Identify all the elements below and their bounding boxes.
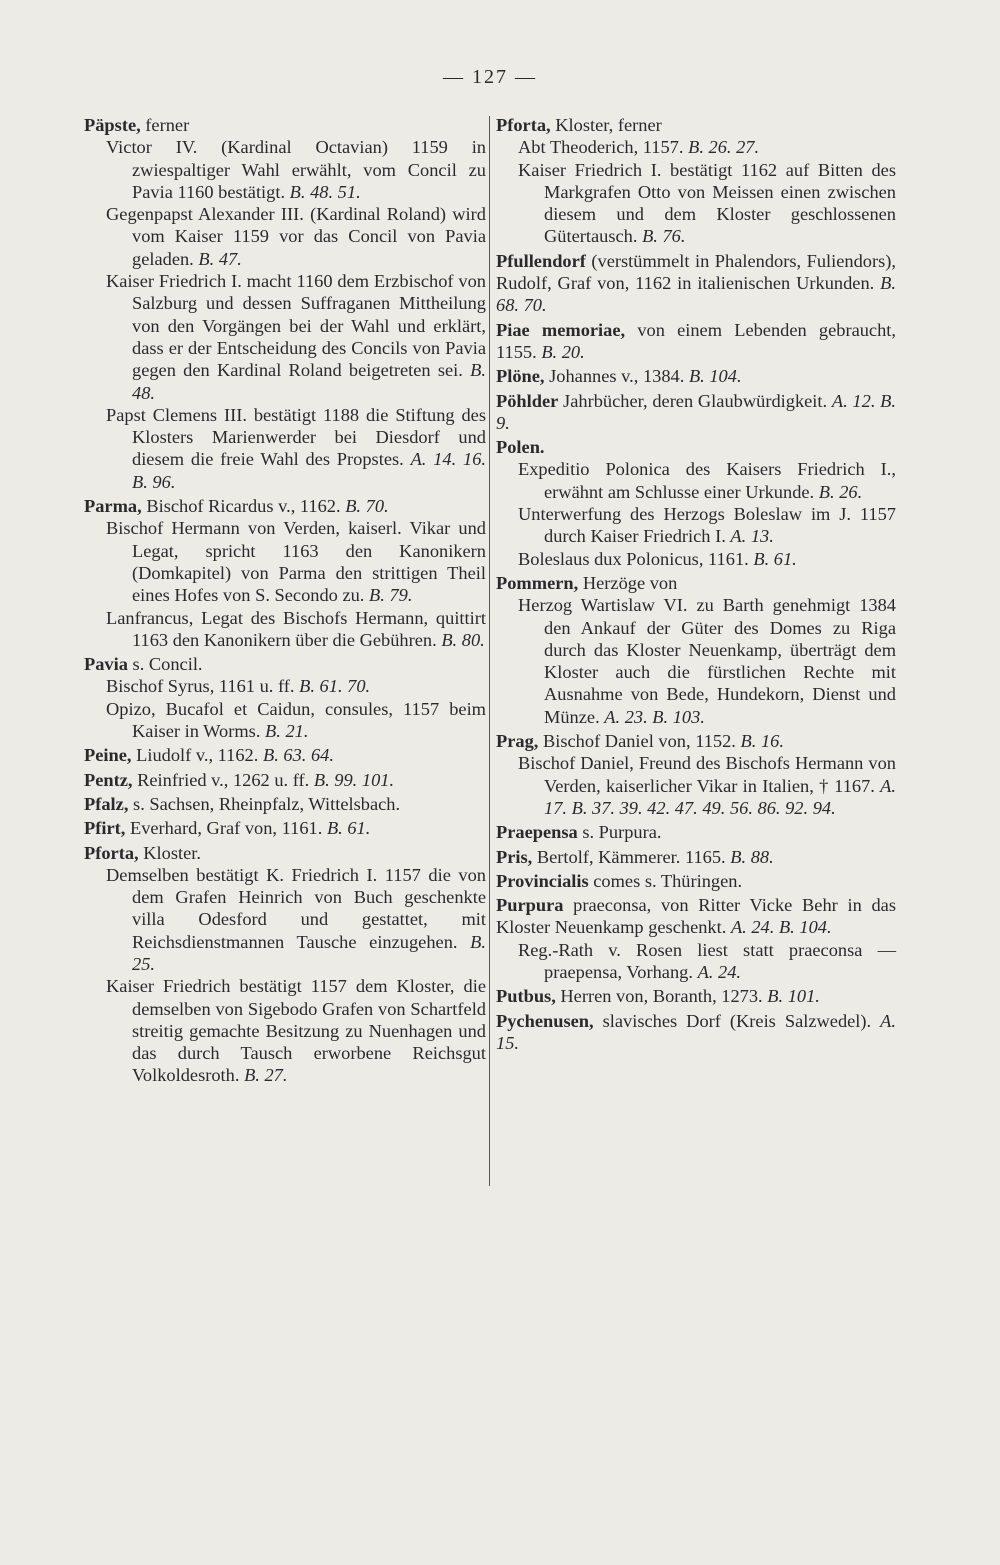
sub-entry [84,864,486,975]
entry-head [84,769,486,791]
index-entry [496,365,896,387]
entry-keyword: Putbus, [496,986,556,1007]
index-entry [84,114,486,493]
index-entry [84,653,486,742]
index-entry [496,821,896,843]
sub-entry [496,503,896,548]
sub-entry-text: Demselben bestätigt K. Friedrich I. 1157 die von dem Grafen Heinrich von Buch geschenkte villa Odesford und gestattet, mit Reichsdienstmannen Tausche einzugehen. [106,864,486,952]
entry-text: von einem Lebenden gebraucht, 1155. [496,319,897,362]
sub-entry-references: B. 61. 70. [299,676,371,697]
right-column [496,114,896,1056]
entry-head [496,894,896,939]
entry-references: B. 16. [740,731,784,752]
sub-entry [84,270,486,404]
entry-head [496,436,896,458]
sub-entry [84,698,486,743]
entry-text: ferner [140,115,190,135]
entry-references: A. 24. B. 104. [730,917,832,938]
entry-text: praeconsa, von Ritter Vicke Behr in das Kloster Neuenkamp geschenkt. [496,895,896,938]
entry-head [496,390,896,435]
entry-keyword: Peine, [84,745,132,766]
sub-entry-references: A. 17. B. 37. 39. 42. 47. 49. 56. 86. 92. 94. [544,775,896,818]
entry-keyword: Pöhlder [496,390,559,411]
sub-entry-references: A. 24. [697,961,741,982]
entry-text: Jahrbücher, deren Glaubwürdigkeit. [558,390,828,411]
sub-entry [84,136,486,203]
entry-references: B. 99. 101. [313,769,395,790]
entry-keyword: Pris, [496,846,533,867]
sub-entry-text: Bischof Hermann von Verden, kaiserl. Vikar und Legat, spricht 1163 den Kanonikern (Domkapitel) von Parma den strittigen Theil eines Hofes von S. Secondo zu. [106,518,486,606]
entry-keyword: Pavia [84,654,128,675]
entry-head [84,495,486,517]
entry-head [496,1010,896,1055]
entry-references: B. 70. [345,496,389,517]
entry-keyword: Pommern, [496,572,579,593]
sub-entry-references: B. 76. [642,226,686,247]
sub-entry [84,203,486,270]
left-column [84,114,486,1089]
index-entry [496,730,896,819]
entry-text: Bertolf, Kämmerer. 1165. [532,846,726,867]
sub-entry-references: B. 79. [369,585,413,606]
entry-keyword: Piae memoriae, [496,319,626,340]
sub-entry [496,594,896,728]
index-entry [84,817,486,839]
index-entry [84,842,486,1087]
sub-entry-text: Expeditio Polonica des Kaisers Friedrich I., erwähnt am Schlusse einer Urkunde. [518,459,896,502]
entry-keyword: Päpste, [84,115,141,135]
sub-entry [496,136,896,158]
sub-entry [84,607,486,652]
sub-entry-text: Boleslaus dux Polonicus, 1161. [518,548,749,569]
index-entry [496,846,896,868]
index-entry [496,894,896,983]
sub-entry-references: B. 48. 51. [289,181,361,202]
sub-entry-references: B. 80. [441,629,485,650]
entry-head [496,730,896,752]
entry-keyword: Pforta, [496,115,551,135]
index-entry [84,769,486,791]
entry-keyword: Polen. [496,437,545,458]
entry-keyword: Pentz, [84,769,133,790]
entry-text: s. Purpura. [577,822,662,843]
index-entry [496,319,896,364]
sub-entry-references: A. 13. [730,526,774,547]
entry-text: Liudolf v., 1162. [131,745,259,766]
entry-text: Kloster. [138,842,201,863]
sub-entry [84,517,486,606]
sub-entry-text: Opizo, Bucafol et Caidun, consules, 1157 beim Kaiser in Worms. [106,698,486,742]
sub-entry [496,548,896,570]
entry-text: Herzöge von [578,572,678,593]
sub-entry [84,975,486,1086]
entry-keyword: Provincialis [496,870,589,891]
entry-text: slavisches Dorf (Kreis Salzwedel). [593,1010,872,1031]
entry-references: B. 88. [730,846,774,867]
index-entry [496,572,896,728]
sub-entry-text: Papst Clemens III. bestätigt 1188 die Stiftung des Klosters Marienwerder bei Diesdorf und diesem die freie Wahl des Propstes. [106,404,486,470]
entry-head [496,365,896,387]
sub-entry-references: A. 23. B. 103. [604,706,705,727]
sub-entry-text: Kaiser Friedrich I. bestätigt 1162 auf Bitten des Markgrafen Otto von Meissen einen zwischen diesem und dem Kloster geschlossenen Gütertausch. [518,159,896,247]
entry-head [84,817,486,839]
entry-text: Johannes v., 1384. [544,366,685,387]
sub-entry [496,939,896,984]
sub-entry-references: B. 21. [265,721,309,742]
sub-entry-references: B. 47. [198,248,242,269]
index-entry [496,390,896,435]
entry-references: B. 63. 64. [262,745,334,766]
column-divider [489,116,490,1186]
entry-head [84,793,486,815]
sub-entry-references: B. 27. [244,1065,288,1086]
page-number: — 127 — [443,66,537,88]
index-entry [84,793,486,815]
entry-text: s. Sachsen, Rheinpfalz, Wittelsbach. [128,793,401,814]
sub-entry-references: B. 48. [132,360,486,403]
entry-references: B. 101. [767,986,820,1007]
entry-text: Reinfried v., 1262 u. ff. [132,769,310,790]
index-entry [84,495,486,651]
entry-text: Everhard, Graf von, 1161. [125,818,323,839]
entry-keyword: Pforta, [84,842,139,863]
sub-entry-text: Kaiser Friedrich bestätigt 1157 dem Kloster, die demselben von Sigebodo Grafen von Schartfeld streitig gemachte Besitzung zu Nuenhagen und das durch Tausch erworbene Reichsgut Volkoldesroth. [106,976,486,1086]
index-entry [496,985,896,1007]
index-entry [496,1010,896,1055]
sub-entry-references: A. 14. 16. B. 96. [132,449,486,492]
entry-keyword: Prag, [496,731,539,752]
sub-entry-references: B. 61. [753,548,797,569]
entry-head [84,653,486,675]
sub-entry-text: Victor IV. (Kardinal Octavian) 1159 in zwiespaltiger Wahl erwählt, vom Concil zu Pavia 1160 bestätigt. [106,137,486,202]
sub-entry [496,458,896,503]
entry-head [496,846,896,868]
entry-keyword: Pfullendorf [496,250,586,271]
entry-keyword: Plöne, [496,366,545,387]
sub-entry-references: B. 26. [818,481,863,502]
entry-keyword: Parma, [84,496,142,517]
entry-text: s. Concil. [127,654,203,675]
entry-text: Kloster, ferner [550,115,662,135]
sub-entry-text: Herzog Wartislaw VI. zu Barth genehmigt 1384 den Ankauf der Güter des Domes zu Riga durch das Kloster Neuenkamp, überträgt dem Kloster auch die fürstlichen Rechte mit Ausnahme von Bede, Hundekorn, Dienst und Münze. [518,595,896,727]
entry-text: Herren von, Boranth, 1273. [555,986,763,1007]
index-entry [496,250,896,317]
entry-head [496,870,896,892]
entry-text: Bischof Daniel von, 1152. [538,731,736,752]
sub-entry [84,404,486,493]
index-entry [84,744,486,766]
entry-text: Bischof Ricardus v., 1162. [141,496,341,517]
entry-keyword: Praepensa [496,822,578,843]
entry-head [496,985,896,1007]
entry-references: B. 20. [541,341,585,362]
entry-references: B. 61. [326,818,371,839]
sub-entry-references: B. 25. [132,931,486,974]
sub-entry [84,675,486,697]
index-entry [496,436,896,570]
sub-entry-text: Abt Theoderich, 1157. [518,137,684,158]
sub-entry-text: Unterwerfung des Herzogs Boleslaw im J. 1157 durch Kaiser Friedrich I. [518,504,896,547]
entry-head [496,114,896,136]
entry-text: (verstümmelt in Phalendors, Fuliendors), Rudolf, Graf von, 1162 in italienischen Urkunden. [496,250,896,294]
entry-head [84,114,486,136]
entry-head [84,842,486,864]
sub-entry-references: B. 26. 27. [688,137,760,158]
sub-entry-text: Gegenpapst Alexander III. (Kardinal Roland) wird vom Kaiser 1159 vor das Concil von Pavia geladen. [106,204,486,269]
sub-entry [496,159,896,248]
sub-entry-text: Bischof Syrus, 1161 u. ff. [106,676,295,697]
index-entry [496,114,896,248]
sub-entry-text: Bischof Daniel, Freund des Bischofs Hermann von Verden, kaiserlicher Vikar in Italien, † 1167. [518,753,896,796]
entry-keyword: Purpura [496,895,564,916]
entry-references: B. 104. [688,366,742,387]
entry-keyword: Pfirt, [84,818,126,839]
entry-head [84,744,486,766]
entry-head [496,250,896,317]
entry-head [496,319,896,364]
entry-head [496,572,896,594]
entry-text: comes s. Thüringen. [588,870,743,891]
entry-keyword: Pfalz, [84,793,129,814]
sub-entry-text: Kaiser Friedrich I. macht 1160 dem Erzbischof von Salzburg und dessen Suffraganen Mittheilung von den Vorgängen bei der Wahl und erklärt, dass er der Entscheidung des Concils von Pavia gegen den Kardinal Roland beigetreten sei. [106,271,486,381]
entry-references: A. 15. [496,1010,896,1053]
entry-head [496,821,896,843]
entry-references: B. 68. 70. [496,273,896,316]
index-entry [496,870,896,892]
sub-entry-text: Reg.-Rath v. Rosen liest statt praeconsa — praepensa, Vorhang. [518,939,896,982]
entry-keyword: Pychenusen, [496,1010,594,1031]
entry-references: A. 12. B. 9. [496,390,896,433]
sub-entry [496,752,896,819]
sub-entry-text: Lanfrancus, Legat des Bischofs Hermann, quittirt 1163 den Kanonikern über die Gebühren. [106,607,486,650]
